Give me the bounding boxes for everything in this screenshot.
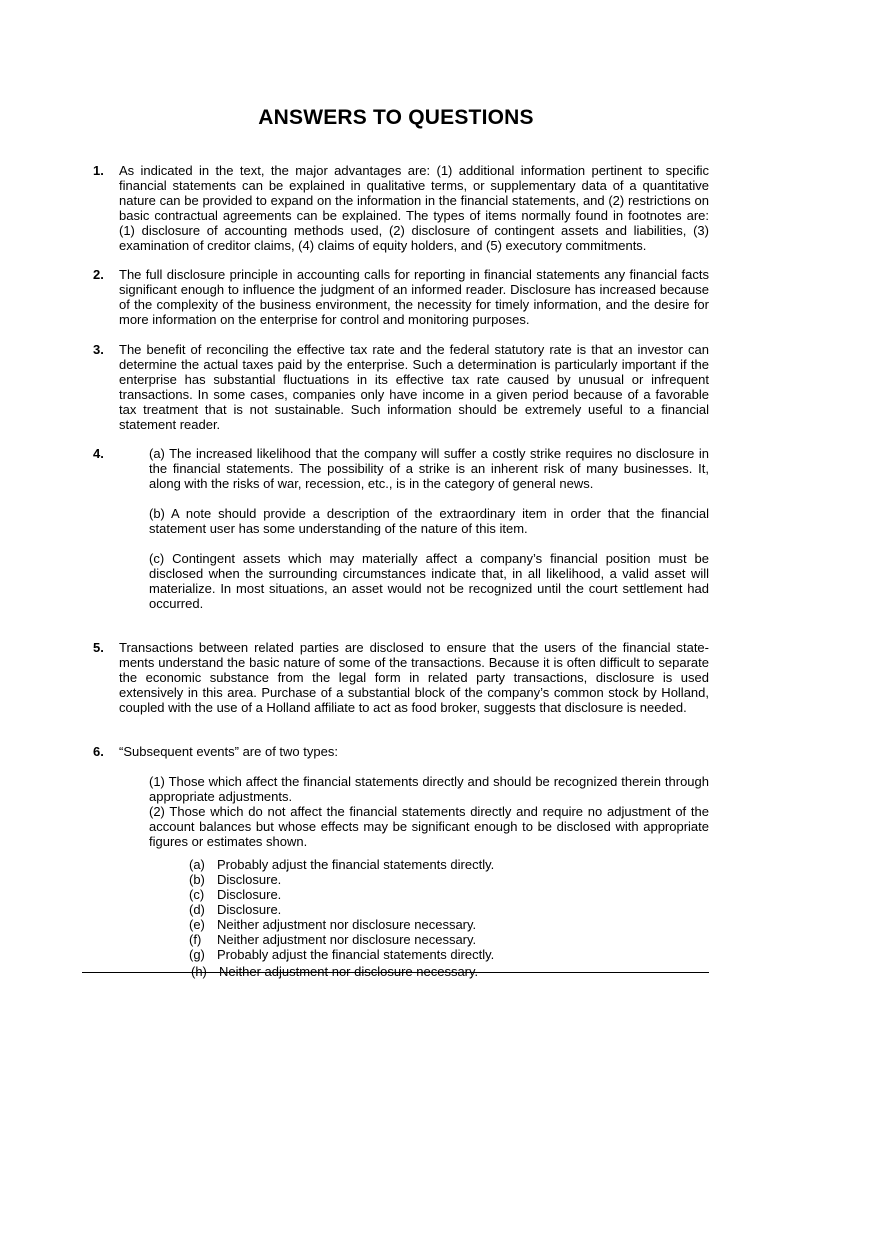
answer-text: The benefit of reconciling the effective tax rate and the federal statutory rate is that an investor can determine the actual taxes paid by the enterprise. Such a determination is particularly important if the enterprise has substantial fluctuations in its effective tax rate caused by unusual or infrequent transactions. In some cases, companies only have income in a given period because of a favorable tax treatment that is not sustainable. Such information should be extremely useful to a financial statement reader. [119,342,709,432]
list-item-label: (f) [189,932,202,947]
list-item-label: (g) [189,947,205,962]
answer-4-part-a: (a) The increased likelihood that the company will suffer a costly strike requires no disclosure in the financial statements. The possibility of a strike is an inherent risk of many businesses. It, along with the risks of war, recession, etc., is in the category of general news. [149,446,709,491]
event-type-2: (2) Those which do not affect the financial statements directly and require no adjustment of the account balances but whose effects may be significant enough to be disclosed with appropriate figures or estimates shown. [149,804,709,849]
answer-number: 6. [93,744,104,759]
list-item-text: Neither adjustment nor disclosure necessary. [217,932,477,947]
list-item [189,917,709,932]
answer-4-part-b: (b) A note should provide a description of the extraordinary item in order that the financial statement user has some understanding of the nature of this item. [149,506,709,536]
list-item [189,947,709,962]
list-item [189,887,709,902]
event-type-1: (1) Those which affect the financial statements directly and should be recognized therein through appropriate adjustments. [149,774,709,804]
answer-text: As indicated in the text, the major advantages are: (1) additional information pertinent to specific financial statements can be explained in qualitative terms, or supplementary data of a quantitative nature can be provided to expand on the information in the financial statements, and (2) restrictions on basic contractual agreements can be explained. The types of items normally found in footnotes are: (1) disclosure of accounting methods used, (2) disclosure of contingent assets and liabilities, (3) examination of creditor claims, (4) claims of equity holders, and (5) executory commitments. [119,163,709,253]
page-title: ANSWERS TO QUESTIONS [258,106,534,129]
list-item-text: Disclosure. [217,887,282,902]
bottom-divider [82,972,709,973]
answer-1 [93,163,709,253]
answer-number: 4. [93,446,104,461]
list-item-text: Probably adjust the financial statements directly. [217,947,495,962]
answer-6 [93,744,709,979]
list-item [189,872,709,887]
event-types [149,774,709,849]
list-item-label: (h) [191,964,207,979]
answer-number: 5. [93,640,104,655]
answer-text: “Subsequent events” are of two types: [119,744,338,759]
list-item-label: (e) [189,917,205,932]
events-answer-list [189,857,709,979]
list-item-text: Neither adjustment nor disclosure necessary. [219,964,479,979]
list-item-text: Disclosure. [217,902,282,917]
list-item [189,857,709,872]
answer-text: Transactions between related parties are disclosed to ensure that the users of the financial state-ments understand the basic nature of some of the transactions. Because it is often difficult to separate the economic substance from the legal form in related party transactions, disclosure is used extensively in this area. Purchase of a substantial block of the company’s common stock by Holland, coupled with the use of a Holland affiliate to act as food broker, suggests that disclosure is needed. [119,640,709,715]
answer-number: 1. [93,163,104,178]
answer-2 [93,267,709,327]
answer-number: 2. [93,267,104,282]
list-item-text: Neither adjustment nor disclosure necessary. [217,917,477,932]
answer-4 [93,446,709,611]
list-item-text: Disclosure. [217,872,282,887]
list-item [189,902,709,917]
list-item-label: (a) [189,857,205,872]
list-item-label: (c) [189,887,205,902]
list-item-label: (b) [189,872,205,887]
list-item [189,932,709,947]
answer-3 [93,342,709,432]
answer-number: 3. [93,342,104,357]
answer-5 [93,640,709,715]
list-item-text: Probably adjust the financial statements directly. [217,857,495,872]
answer-4-part-c: (c) Contingent assets which may materially affect a company’s financial position must be disclosed when the surrounding circumstances indicate that, in all likelihood, a valid asset will materialize. In most situations, an asset would not be recognized until the court settlement had occurred. [149,551,709,611]
list-item-label: (d) [189,902,205,917]
answer-text: The full disclosure principle in accounting calls for reporting in financial statements any financial facts significant enough to influence the judgment of an informed reader. Disclosure has increased because of the complexity of the business environment, the necessity for timely information, and the desire for more information on the enterprise for control and monitoring purposes. [119,267,709,327]
